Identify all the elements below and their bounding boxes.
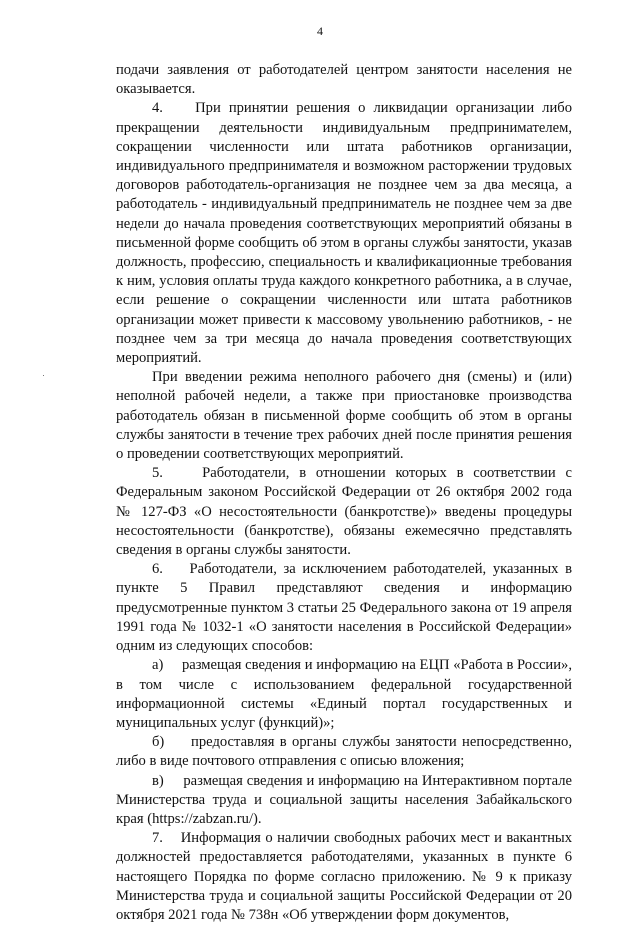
paragraph-continuation: подачи заявления от работодателей центром занятости населения не оказывается.	[116, 62, 572, 98]
paragraph-part-time-regime: При введении режима неполного рабочего дня (смены) и (или) неполной рабочей недели, а также при приостановке производства работодатель обязан в письменной форме сообщить об этом в органы службы занятости в течение трех рабочих дней после принятия решения о проведении соответствующих мероприятий.	[116, 369, 572, 463]
paragraph-item-6: 6. Работодатели, за исключением работодателей, указанных в пункте 5 Правил представляют сведения и информацию предусмотренные пунктом 3 статьи 25 Федерального закона от 19 апреля 1991 года № 1032-1 «О занятости населения в Российской Федерации» одним из следующих способов:	[116, 561, 572, 655]
paragraph-item-5: 5. Работодатели, в отношении которых в соответствии с Федеральным законом Российской Федерации от 26 октября 2002 года № 127-ФЗ «О несостоятельности (банкротстве)» введены процедуры несостоятельности (банкротстве), обязаны ежемесячно представлять сведения в органы службы занятости.	[116, 465, 572, 559]
paragraph-item-4: 4. При принятии решения о ликвидации организации либо прекращении деятельности индивидуальным предпринимателем, сокращении численности или штата работников организации, индивидуального предпринимателя и возможном расторжении трудовых договоров работодатель-организация не позднее чем за два месяца, а работодатель - индивидуальный предприниматель не позднее чем за две недели до начала проведения соответствующих мероприятий обязаны в письменной форме сообщить об этом в органы службы занятости, указав должность, профессию, специальность и квалификационные требования к ним, условия оплаты труда каждого конкретного работника, а в случае, если решение о сокращении численности или штата работников организации может привести к массовому увольнению работников, - не позднее чем за три месяца до начала проведения соответствующих мероприятий.	[116, 100, 572, 367]
page-number: 4	[317, 24, 323, 38]
paragraph-item-7: 7. Информация о наличии свободных рабочих мест и вакантных должностей предоставляется работодателями, указанных в пункте 6 настоящего Порядка по форме согласно приложению. № 9 к приказу Министерства труда и социальной защиты Российской Федерации от 20 октября 2021 года № 738н «Об утверждении форм документов,	[116, 830, 572, 923]
paragraph-subitem-v: в) размещая сведения и информацию на Интерактивном портале Министерства труда и социальной защиты населения Забайкальского края (https://zabzan.ru/).	[116, 772, 572, 827]
document-body	[116, 61, 572, 925]
paragraph-subitem-a: а) размещая сведения и информацию на ЕЦП «Работа в России», в том числе с использованием федеральной государственной информационной системы «Единый портал государственных и муниципальных услуг (функций)»;	[116, 657, 572, 731]
scan-speck	[43, 375, 44, 376]
paragraph-subitem-b: б) предоставляя в органы службы занятости непосредственно, либо в виде почтового отправления с описью вложения;	[116, 734, 572, 770]
